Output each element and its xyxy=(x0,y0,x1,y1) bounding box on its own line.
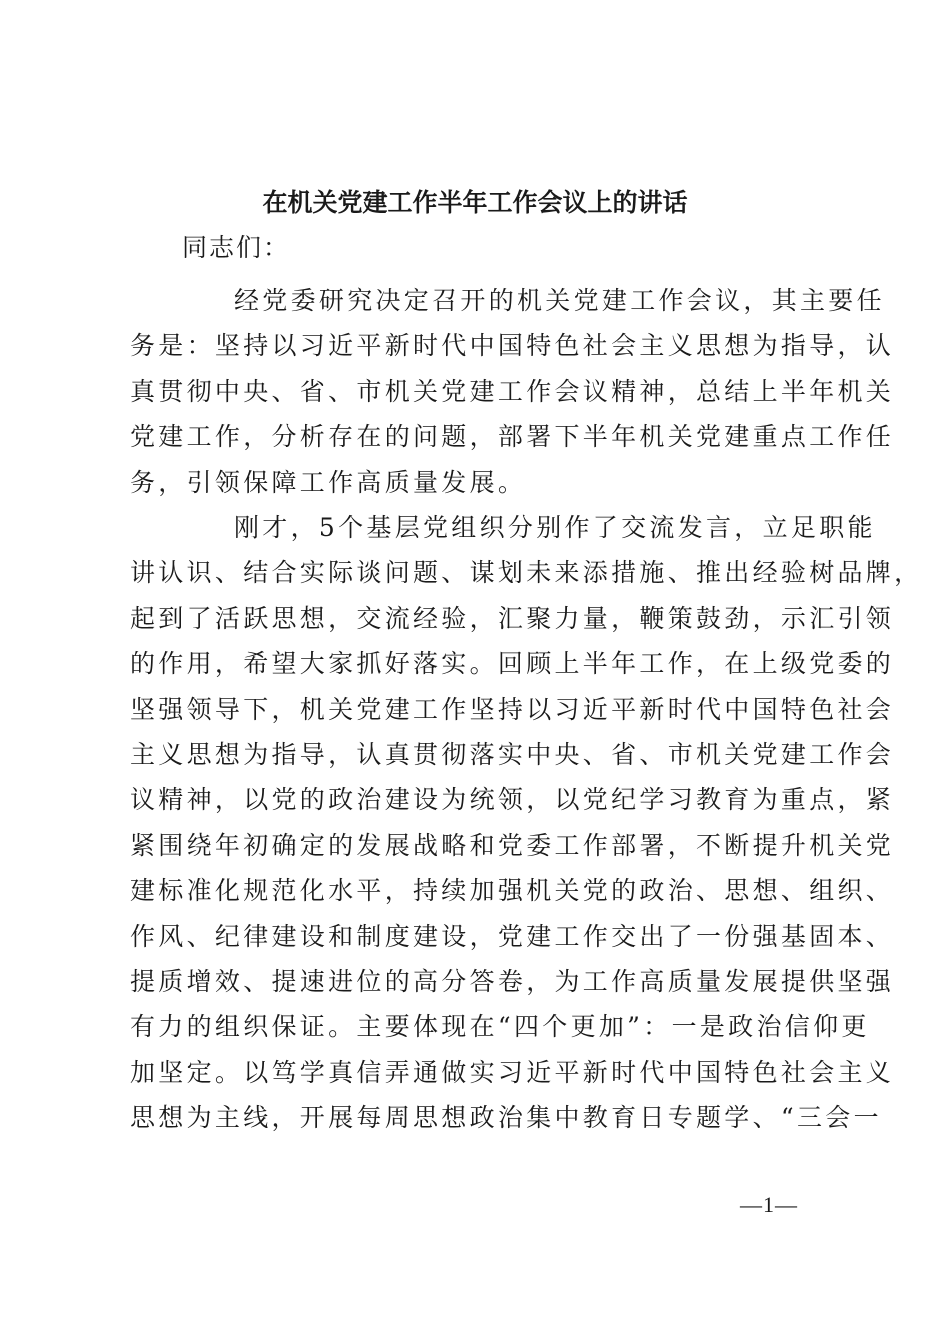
paragraph-line: 的作用，希望大家抓好落实。回顾上半年工作，在上级党委的 xyxy=(130,649,895,679)
paragraph-line: 主义思想为指导，认真贯彻落实中央、省、市机关党建工作会 xyxy=(130,739,895,769)
paragraph-line: 起到了活跃思想，交流经验，汇聚力量，鞭策鼓劲，示汇引领 xyxy=(130,603,895,633)
paragraph-line: 讲认识、结合实际谈问题、谋划未来添措施、推出经验树品牌， xyxy=(130,558,923,588)
paragraph-line: 坚强领导下，机关党建工作坚持以习近平新时代中国特色社会 xyxy=(130,694,895,724)
salutation: 同志们： xyxy=(182,233,291,262)
paragraph-1 xyxy=(130,278,895,505)
document-title: 在机关党建工作半年工作会议上的讲话 xyxy=(262,188,688,217)
paragraph-line: 紧围绕年初确定的发展战略和党委工作部署，不断提升机关党 xyxy=(130,830,895,860)
paragraph-line: 作风、纪律建设和制度建设，党建工作交出了一份强基固本、 xyxy=(130,921,895,951)
paragraph-line: 议精神，以党的政治建设为统领，以党纪学习教育为重点，紧 xyxy=(130,785,895,815)
paragraph-line: 有力的组织保证。主要体现在“四个更加”：一是政治信仰更 xyxy=(130,1012,870,1042)
paragraph-line: 真贯彻中央、省、市机关党建工作会议精神，总结上半年机关 xyxy=(130,376,895,406)
paragraph-line: 思想为主线，开展每周思想政治集中教育日专题学、“三会一 xyxy=(130,1103,882,1133)
paragraph-2 xyxy=(130,505,923,1140)
paragraph-line: 提质增效、提速进位的高分答卷，为工作高质量发展提供坚强 xyxy=(130,966,895,996)
paragraph-line: 加坚定。以笃学真信弄通做实习近平新时代中国特色社会主义 xyxy=(130,1057,895,1087)
paragraph-line: 经党委研究决定召开的机关党建工作会议，其主要任 xyxy=(234,286,885,315)
paragraph-line: 刚才，5个基层党组织分别作了交流发言，立足职能 xyxy=(234,513,876,542)
paragraph-line: 党建工作，分析存在的问题，部署下半年机关党建重点工作任 xyxy=(130,422,895,452)
page-number: —1— xyxy=(740,1192,798,1217)
paragraph-line: 务，引领保障工作高质量发展。 xyxy=(130,467,527,497)
paragraph-line: 建标准化规范化水平，持续加强机关党的政治、思想、组织、 xyxy=(130,876,895,906)
paragraph-line: 务是：坚持以习近平新时代中国特色社会主义思想为指导，认 xyxy=(130,331,895,361)
